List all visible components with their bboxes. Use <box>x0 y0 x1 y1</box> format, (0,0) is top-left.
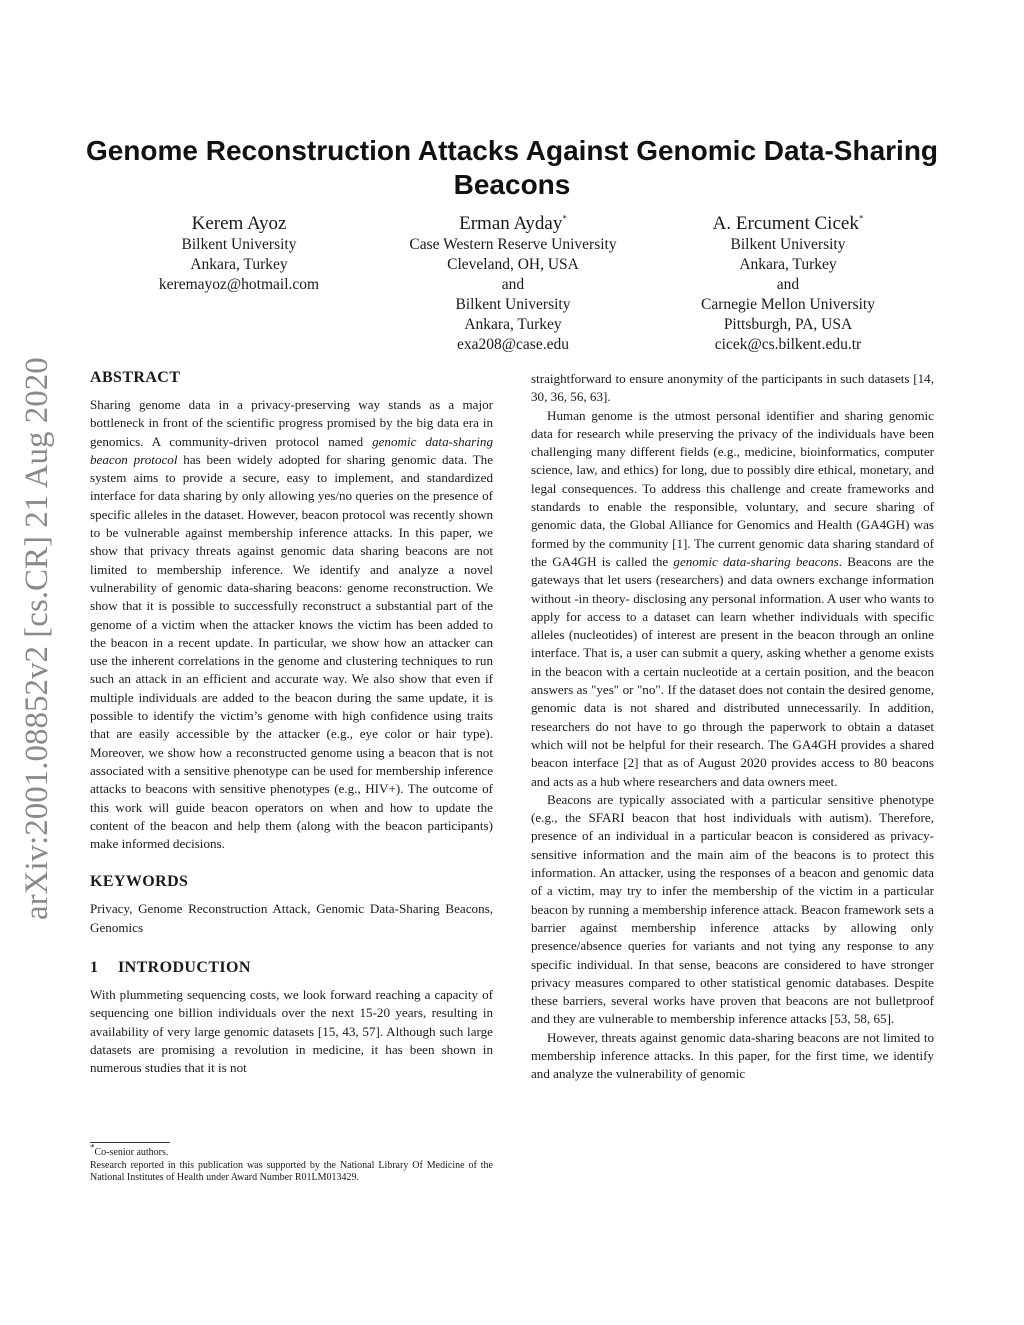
intro-paragraph: Human genome is the utmost personal identifier and sharing genomic data for research while preserving the privacy of the individuals have been challenging many different fields (e.g., medicine, bioinformatics, computer science, law, and ethics) for long, due to possibly dire ethical, monetary, and legal consequences. To address this challenge and create frameworks and standards to enable the responsible, voluntary, and secure sharing of genomic data, the Global Alliance for Genomics and Health (GA4GH) was formed by the community [1]. The current genomic data sharing standard of the GA4GH is called the genomic data-sharing beacons. Beacons are the gateways that let users (researchers) and data owners exchange information without -in theory- disclosing any personal information. A user who wants to apply for access to a dataset can learn whether individuals with specific alleles (nucleotides) of interest are present in the beacon through an online interface. That is, a user can submit a query, asking whether a genome exists in the beacon with a certain nucleotide at a certain position, and the beacon answers as "yes" or "no". If the dataset does not contain the desired genome, genomic data is not shared and distributed unnecessarily. In addition, researchers do not have to go through the paperwork to obtain a dataset which will not be helpful for their research. The GA4GH provides a shared beacon interface [2] that as of August 2020 provides access to 80 beacons and acts as a hub where researchers and data owners meet. <box>531 407 934 789</box>
author-location: Ankara, Turkey <box>464 316 562 333</box>
arxiv-stamp: arXiv:2001.08852v2 [cs.CR] 21 Aug 2020 <box>19 357 55 920</box>
author-1 <box>89 213 389 295</box>
author-and: and <box>501 276 525 293</box>
intro-paragraph: With plummeting sequencing costs, we look forward reaching a capacity of sequencing one billion individuals over the next 15-20 years, resulting in availability of very large genomic datasets [15, 43, 57]. Although such large datasets are promising a revolution in medicine, it has been shown in numerous studies that it is not <box>90 987 493 1076</box>
abstract-text: Sharing genome data in a privacy-preserving way stands as a major bottleneck in front of the scientific progress promised by the big data era in genomics. A community-driven protocol named genomic data-sharing beacon protocol has been widely adopted for sharing genomic data. The system aims to provide a secure, easy to implement, and standardized interface for data sharing by only allowing yes/no queries on the presence of specific alleles in the dataset. However, beacon protocol was recently shown to be vulnerable against membership inference attacks. In this paper, we show that privacy threats against genomic data sharing beacons are not limited to membership inference. We identify and analyze a novel vulnerability of genomic data-sharing beacons: genome reconstruction. We show that it is possible to successfully reconstruct a substantial part of the genome of a victim when the attacker knows the victim has been added to the beacon in a recent update. In particular, we show how an attacker can use the inherent correlations in the genome and clustering techniques to run such an attack in an efficient and accurate way. We also show that even if multiple individuals are added to the beacon during the same update, it is possible to identify the victim’s genome with high confidence using traits that are easily accessible by the attacker (e.g., eye color or hair type). Moreover, we show how a reconstructed genome using a beacon that is not associated with a sensitive phenotype can be used for membership inference attacks to beacons with sensitive phenotypes (e.g., HIV+). The outcome of this work will guide beacon operators on when and how to update the content of the beacon and help them (along with the beacon participants) make informed decisions. <box>90 397 494 852</box>
right-column <box>531 370 934 1084</box>
author-location: Ankara, Turkey <box>190 256 288 273</box>
author-name: A. Ercument Cicek* <box>712 213 864 234</box>
intro-paragraph: However, threats against genomic data-sharing beacons are not limited to membership inference attacks. In this paper, for the first time, we identify and analyze the vulnerability of genomic <box>531 1029 934 1082</box>
intro-paragraph-continued: straightforward to ensure anonymity of the participants in such datasets [14, 30, 36, 56, 63]. <box>531 371 934 405</box>
intro-paragraph: Beacons are typically associated with a particular sensitive phenotype (e.g., the SFARI beacon that host individuals with autism). Therefore, presence of an individual in a particular beacon is considered as privacy-sensitive information and the main aim of the beacons is to protect this information. An attacker, using the responses of a beacon and genomic data of a victim, may try to infer the membership of the victim in a particular beacon by running a membership inference attack. Beacon framework sets a barrier against membership inference attacks by allowing only presence/absence queries for variants and not tying any response to any specific individual. In that sense, beacons are considered to have stronger privacy measures compared to other statistical genomic databases. Despite these barriers, several works have proven that beacons are not bulletproof and they are vulnerable to membership inference attacks [53, 58, 65]. <box>531 791 934 1027</box>
footnote-funding: Research reported in this publication was supported by the National Library Of Medicine of the National Institutes of Health under Award Number R01LM013429. <box>90 1159 493 1183</box>
author-name: Erman Ayday* <box>459 213 567 234</box>
author-name: Kerem Ayoz <box>191 213 287 234</box>
footnote-cosenior: *Co-senior authors. <box>90 1142 169 1158</box>
left-column <box>90 368 493 1078</box>
author-email: exa208@case.edu <box>457 336 569 353</box>
author-affiliation: Carnegie Mellon University <box>701 296 875 313</box>
author-email: cicek@cs.bilkent.edu.tr <box>714 336 862 353</box>
author-location: Pittsburgh, PA, USA <box>723 316 853 333</box>
author-affiliation: Case Western Reserve University <box>409 236 617 253</box>
author-affiliation: Bilkent University <box>181 236 297 253</box>
author-location: Cleveland, OH, USA <box>447 256 579 273</box>
author-affiliation: Bilkent University <box>730 236 846 253</box>
paper-title: Genome Reconstruction Attacks Against Genomic Data-Sharing Beacons <box>85 135 939 200</box>
footnotes <box>90 1142 493 1185</box>
introduction-heading: 1 INTRODUCTION <box>90 959 251 977</box>
abstract-heading: ABSTRACT <box>90 369 181 386</box>
author-and: and <box>776 276 800 293</box>
keywords-text: Privacy, Genome Reconstruction Attack, Genomic Data-Sharing Beacons, Genomics <box>90 901 493 935</box>
keywords-heading: KEYWORDS <box>90 873 189 891</box>
footnote-rule <box>90 1142 170 1143</box>
author-2 <box>363 213 663 355</box>
author-3 <box>638 213 938 355</box>
author-location: Ankara, Turkey <box>739 256 837 273</box>
author-email: keremayoz@hotmail.com <box>158 276 320 293</box>
author-affiliation: Bilkent University <box>455 296 571 313</box>
